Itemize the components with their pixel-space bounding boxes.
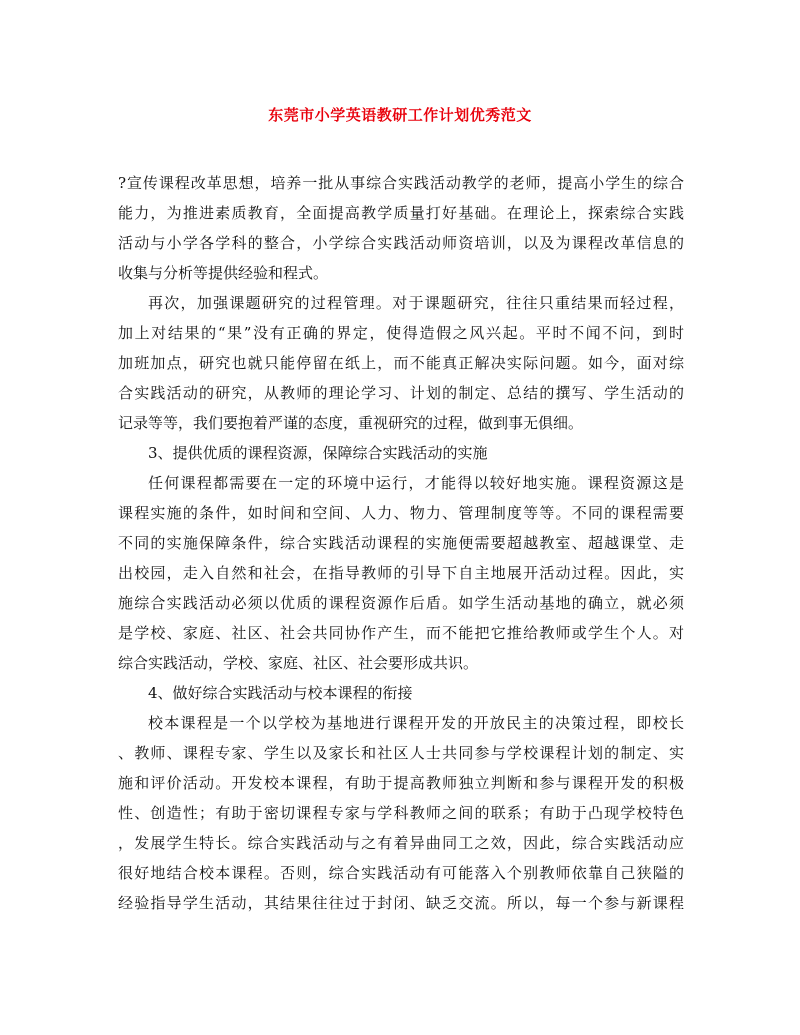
text-line: ，发展学生特长。综合实践活动与之有着异曲同工之效，因此，综合实践活动应: [118, 834, 684, 852]
text-line: 校本课程是一个以学校为基地进行课程开发的开放民主的决策过程，即校长: [148, 714, 684, 732]
text-line: 活动与小学各学科的整合，小学综合实践活动师资培训，以及为课程改革信息的: [118, 234, 684, 252]
text-line: 再次，加强课题研究的过程管理。对于课题研究，往往只重结果而轻过程，: [148, 294, 684, 312]
text-line: 4、做好综合实践活动与校本课程的衔接: [148, 684, 413, 702]
text-line: 能力，为推进素质教育，全面提高教学质量打好基础。在理论上，探索综合实践: [118, 204, 684, 222]
text-line: 加上对结果的“果”没有正确的界定，使得造假之风兴起。平时不闻不问，到时: [118, 324, 684, 342]
document-title: 东莞市小学英语教研工作计划优秀范文: [268, 106, 532, 124]
text-line: 3、提供优质的课程资源，保障综合实践活动的实施: [148, 444, 488, 462]
text-line: 经验指导学生活动，其结果往往过于封闭、缺乏交流。所以，每一个参与新课程: [118, 894, 684, 912]
text-line: 出校园，走入自然和社会，在指导教师的引导下自主地展开活动过程。因此，实: [118, 564, 684, 582]
text-line: ?宣传课程改革思想，培养一批从事综合实践活动教学的老师，提高小学生的综合: [118, 174, 684, 192]
text-line: 很好地结合校本课程。否则，综合实践活动有可能落入个别教师依靠自己狭隘的: [118, 864, 684, 882]
text-line: 施和评价活动。开发校本课程，有助于提高教师独立判断和参与课程开发的积极: [118, 774, 684, 792]
text-line: 施综合实践活动必须以优质的课程资源作后盾。如学生活动基地的确立，就必须: [118, 594, 684, 612]
text-line: 任何课程都需要在一定的环境中运行，才能得以较好地实施。课程资源这是: [148, 474, 684, 492]
text-line: 不同的实施保障条件，综合实践活动课程的实施便需要超越教室、超越课堂、走: [118, 534, 684, 552]
text-line: 记录等等，我们要抱着严谨的态度，重视研究的过程，做到事无俱细。: [118, 414, 584, 432]
text-line: 收集与分析等提供经验和程式。: [118, 264, 329, 282]
text-line: 课程实施的条件，如时间和空间、人力、物力、管理制度等等。不同的课程需要: [118, 504, 684, 522]
text-line: 性、创造性；有助于密切课程专家与学科教师之间的联系；有助于凸现学校特色: [118, 804, 684, 822]
text-line: 、教师、课程专家、学生以及家长和社区人士共同参与学校课程计划的制定、实: [118, 744, 684, 762]
text-line: 是学校、家庭、社区、社会共同协作产生，而不能把它推给教师或学生个人。对: [118, 624, 684, 642]
text-line: 综合实践活动，学校、家庭、社区、社会要形成共识。: [118, 654, 479, 672]
text-line: 合实践活动的研究，从教师的理论学习、计划的制定、总结的撰写、学生活动的: [118, 384, 684, 402]
text-line: 加班加点，研究也就只能停留在纸上，而不能真正解决实际问题。如今，面对综: [118, 354, 684, 372]
document-body: [118, 168, 684, 918]
